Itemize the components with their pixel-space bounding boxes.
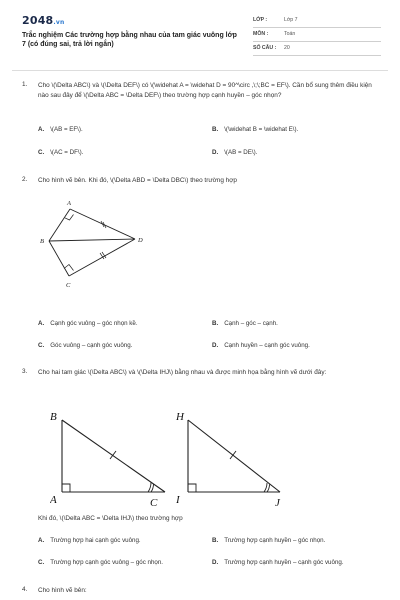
question-3	[22, 368, 382, 578]
label-h: H	[176, 411, 184, 423]
option-letter: D.	[212, 149, 219, 156]
option-text: \(\widehat B = \widehat E\).	[224, 126, 299, 133]
option-c[interactable]	[38, 559, 163, 566]
option-b[interactable]	[212, 320, 278, 327]
option-text: \(AB = EF\).	[50, 126, 83, 133]
info-row-subject	[253, 28, 381, 42]
option-text: Trường hợp cạnh góc vuông – góc nhọn.	[50, 559, 164, 566]
label-d: D	[138, 237, 143, 244]
question-number: 1.	[22, 81, 28, 88]
option-text: \(AB = DE\).	[224, 149, 258, 156]
option-c[interactable]	[38, 342, 132, 349]
question-number: 3.	[22, 368, 28, 375]
option-a[interactable]	[38, 126, 83, 133]
option-text: Cạnh – góc – cạnh.	[224, 320, 278, 327]
info-panel	[253, 14, 381, 56]
info-row-class	[253, 14, 381, 28]
info-label: SỐ CÂU :	[253, 45, 277, 51]
page-header	[0, 0, 400, 62]
option-letter: B.	[212, 537, 219, 544]
option-d[interactable]	[212, 559, 344, 566]
quadrilateral-figure	[40, 196, 170, 292]
info-value: Lớp 7	[284, 17, 298, 23]
option-letter: A.	[38, 126, 45, 133]
header-divider	[12, 70, 388, 71]
option-letter: A.	[38, 320, 45, 327]
option-letter: A.	[38, 537, 45, 544]
option-letter: B.	[212, 126, 219, 133]
option-b[interactable]	[212, 126, 298, 133]
question-4	[22, 586, 382, 598]
question-text: Cho hình vẽ bên. Khi đó, \(\Delta ABD = \Delta DBC\) theo trường hợp	[38, 177, 237, 184]
question-1	[22, 81, 382, 161]
option-letter: D.	[212, 559, 219, 566]
option-letter: B.	[212, 320, 219, 327]
two-triangles-figure	[50, 408, 315, 508]
info-label: LỚP :	[253, 17, 268, 23]
question-2	[22, 176, 382, 351]
label-b: B	[40, 238, 44, 245]
info-value: Toán	[284, 31, 296, 37]
logo-main: 2048	[22, 14, 54, 27]
label-a: A	[67, 200, 71, 207]
question-text: Cho \(\Delta ABC\) và \(\Delta DEF\) có \(\widehat A = \widehat D = 90^\circ ,\;\;BC = EF\). Cần bổ sung thêm điều kiện nào sau đây để \(\Delta ABC = \Delta DEF\) theo trường hợp cạnh huyền – góc nhọn?	[38, 82, 372, 99]
option-text: Trường hợp cạnh huyền – cạnh góc vuông.	[224, 559, 344, 566]
option-text: Góc vuông – cạnh góc vuông.	[50, 342, 133, 349]
document-title: Trắc nghiệm Các trường hợp bằng nhau của tam giác vuông lớp 7 (có đúng sai, trả lời ngắn)	[22, 32, 237, 48]
option-c[interactable]	[38, 149, 83, 156]
info-label: MÔN :	[253, 31, 269, 37]
option-letter: C.	[38, 149, 45, 156]
question-sub-text: Khi đó, \(\Delta ABC = \Delta IHJ\) theo trường hợp	[38, 515, 183, 522]
question-text: Cho hai tam giác \(\Delta ABC\) và \(\Delta IHJ\) bằng nhau và được minh họa bằng hình vẽ dưới đây:	[38, 369, 327, 376]
option-a[interactable]	[38, 320, 138, 327]
option-d[interactable]	[212, 342, 310, 349]
question-number: 4.	[22, 586, 28, 593]
option-d[interactable]	[212, 149, 257, 156]
option-text: Cạnh huyền – cạnh góc vuông.	[224, 342, 310, 349]
label-j: J	[275, 497, 280, 508]
option-text: \(AC = DF\).	[50, 149, 84, 156]
label-c: C	[66, 282, 71, 289]
option-letter: C.	[38, 559, 45, 566]
label-c: C	[150, 497, 158, 508]
option-letter: C.	[38, 342, 45, 349]
label-b: B	[50, 411, 57, 423]
logo-suffix: .vn	[53, 19, 65, 26]
info-value: 20	[284, 45, 290, 51]
info-row-count	[253, 42, 381, 56]
option-b[interactable]	[212, 537, 325, 544]
question-number: 2.	[22, 176, 28, 183]
label-i: I	[176, 494, 180, 506]
option-letter: D.	[212, 342, 219, 349]
option-text: Trường hợp hai cạnh góc vuông.	[50, 537, 141, 544]
option-text: Trường hợp cạnh huyền – góc nhọn.	[224, 537, 326, 544]
label-a: A	[50, 494, 57, 506]
option-a[interactable]	[38, 537, 141, 544]
option-text: Cạnh góc vuông – góc nhọn kề.	[50, 320, 138, 327]
question-text: Cho hình vẽ bên:	[38, 587, 87, 594]
site-logo[interactable]	[22, 14, 64, 27]
